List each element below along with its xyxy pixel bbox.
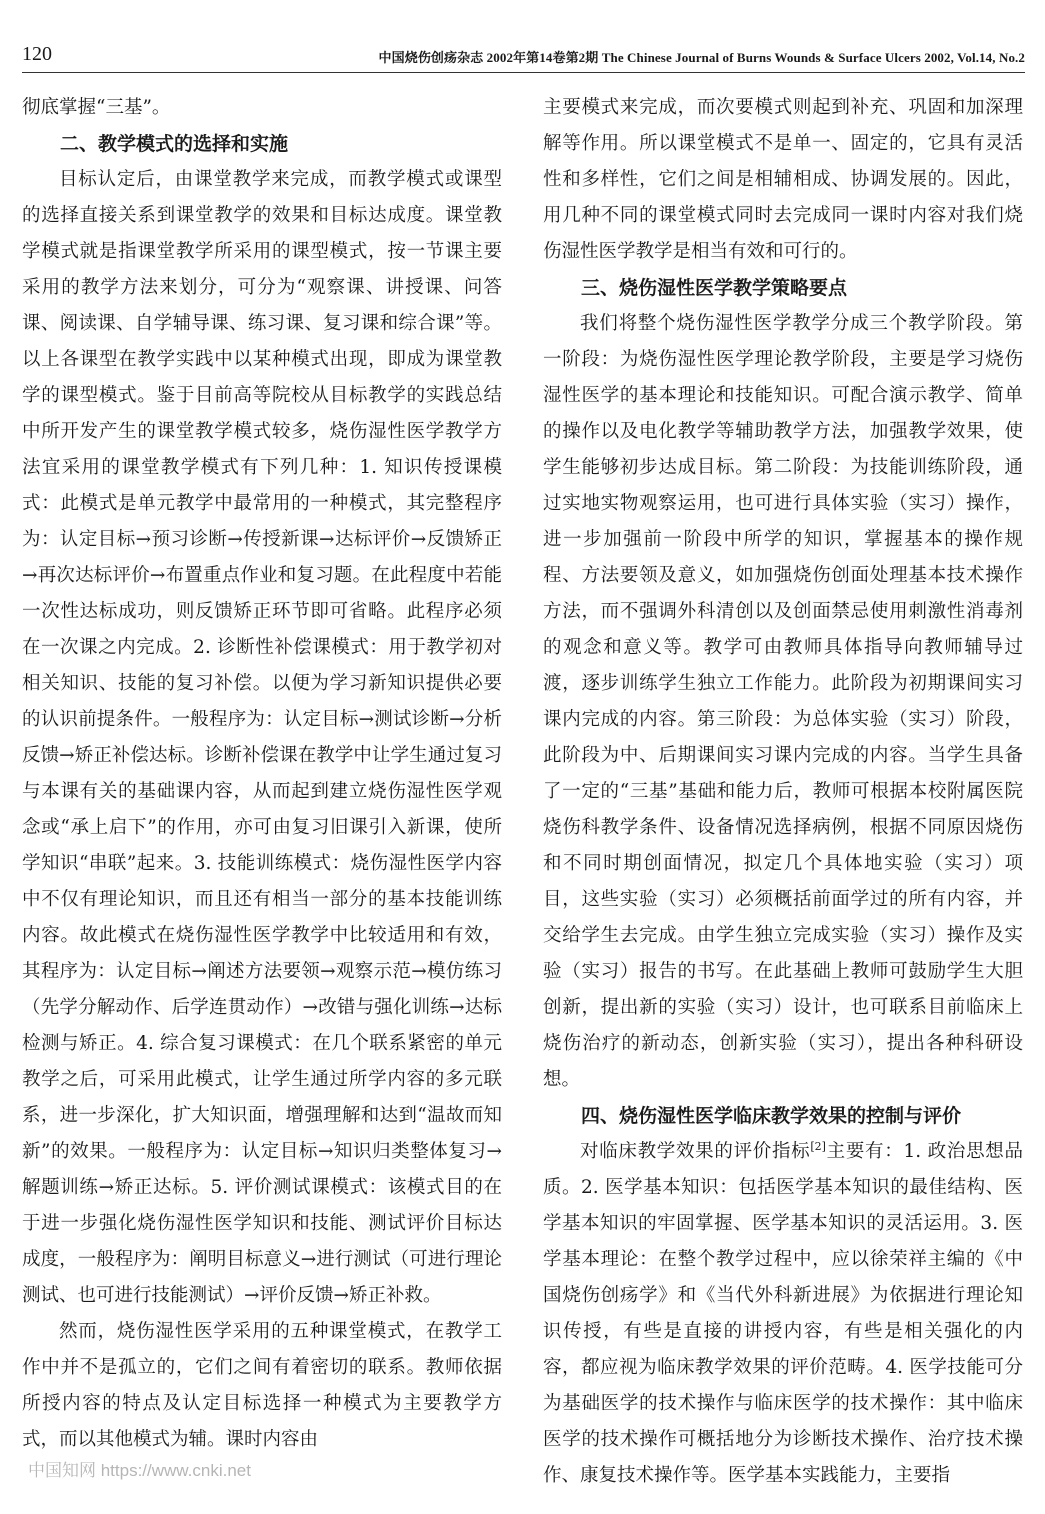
section-heading: 二、教学模式的选择和实施 [60,133,289,155]
left-column [22,90,502,1458]
page-number: 120 [22,43,52,65]
section-heading: 三、烧伤湿性医学教学策略要点 [581,277,848,299]
running-header [22,38,1025,73]
reference-marker[interactable]: [2] [810,1139,826,1153]
paragraph: 然而，烧伤湿性医学采用的五种课堂模式，在教学工作中并不是孤立的，它们之间有着密切的联系。教师依据所授内容的特点及认定目标选择一种模式为主要教学方式，而以其他模式为辅。课时内容由 [22,1321,502,1450]
section-heading: 四、烧伤湿性医学临床教学效果的控制与评价 [581,1105,962,1127]
paragraph: 彻底掌握“三基”。 [22,97,171,118]
paragraph: 我们将整个烧伤湿性医学教学分成三个教学阶段。第一阶段：为烧伤湿性医学理论教学阶段，主要是学习烧伤湿性医学的基本理论和技能知识。可配合演示教学、简单的操作以及电化教学等辅助教学方法，加强教学效果，使学生能够初步达成目标。第二阶段：为技能训练阶段，通过实地实物观察运用，也可进行具体实验（实习）操作，进一步加强前一阶段中所学的知识，掌握基本的操作规程、方法要领及意义，如加强烧伤创面处理基本技术操作方法，而不强调外科清创以及创面禁忌使用刺激性消毒剂的观念和意义等。教学可由教师具体指导向教师辅导过渡，逐步训练学生独立工作能力。此阶段为初期课间实习课内完成的内容。第三阶段：为总体实验（实习）阶段，此阶段为中、后期课间实习课内完成的内容。当学生具备了一定的“三基”基础和能力后，教师可根据本校附属医院烧伤科教学条件、设备情况选择病例，根据不同原因烧伤和不同时期创面情况，拟定几个具体地实验（实习）项目，这些实验（实习）必须概括前面学过的所有内容，并交给学生去完成。由学生独立完成实验（实习）操作及实验（实习）报告的书写。在此基础上教师可鼓励学生大胆创新，提出新的实验（实习）设计，也可联系目前临床上烧伤治疗的新动态，创新实验（实习），提出各种科研设想。 [543,313,1023,1090]
paragraph: 主要模式来完成，而次要模式则起到补充、巩固和加深理解等作用。所以课堂模式不是单一、固定的，它具有灵活性和多样性，它们之间是相辅相成、协调发展的。因此，用几种不同的课堂模式同时去完成同一课时内容对我们烧伤湿性医学教学是相当有效和可行的。 [543,97,1023,262]
paragraph: 目标认定后，由课堂教学来完成，而教学模式或课型的选择直接关系到课堂教学的效果和目标达成度。课堂教学模式就是指课堂教学所采用的课型模式，按一节课主要采用的教学方法来划分，可分为“观察课、讲授课、问答课、阅读课、自学辅导课、练习课、复习课和综合课”等。以上各课型在教学实践中以某种模式出现，即成为课堂教学的课型模式。鉴于目前高等院校从目标教学的实践总结中所开发产生的课堂教学模式较多，烧伤湿性医学教学方法宜采用的课堂教学模式有下列几种：1. 知识传授课模式：此模式是单元教学中最常用的一种模式，其完整程序为：认定目标→预习诊断→传授新课→达标评价→反馈矫正→再次达标评价→布置重点作业和复习题。在此程度中若能一次性达标成功，则反馈矫正环节即可省略。此程序必须在一次课之内完成。2. 诊断性补偿课模式：用于教学初对相关知识、技能的复习补偿。以便为学习新知识提供必要的认识前提条件。一般程序为：认定目标→测试诊断→分析反馈→矫正补偿达标。诊断补偿课在教学中让学生通过复习与本课有关的基础课内容，从而起到建立烧伤湿性医学观念或“承上启下”的作用，亦可由复习旧课引入新课，使所学知识“串联”起来。3. 技能训练模式：烧伤湿性医学内容中不仅有理论知识，而且还有相当一部分的基本技能训练内容。故此模式在烧伤湿性医学教学中比较适用和有效，其程序为：认定目标→阐述方法要领→观察示范→模仿练习（先学分解动作、后学连贯动作）→改错与强化训练→达标检测与矫正。4. 综合复习课模式：在几个联系紧密的单元教学之后，可采用此模式，让学生通过所学内容的多元联系，进一步深化，扩大知识面，增强理解和达到“温故而知新”的效果。一般程序为：认定目标→知识归类整体复习→解题训练→矫正达标。5. 评价测试课模式：该模式目的在于进一步强化烧伤湿性医学知识和技能、测试评价目标达成度，一般程序为：阐明目标意义→进行测试（可进行理论测试、也可进行技能测试）→评价反馈→矫正补救。 [22,169,502,1306]
right-column [543,90,1023,1494]
journal-running-head: 中国烧伤创疡杂志 2002年第14卷第2期 The Chinese Journal of Burns Wounds & Surface Ulcers 2002, Vol.14, No.2 [378,50,1025,65]
paragraph-text: 对临床教学效果的评价指标 [580,1141,811,1162]
paragraph [543,1134,1023,1494]
cnki-watermark: 中国知网 https://www.cnki.net [28,1461,251,1480]
paragraph-text: 主要有：1. 政治思想品质。2. 医学基本知识：包括医学基本知识的最佳结构、医学基本知识的牢固掌握、医学基本知识的灵活运用。3. 医学基本理论：在整个教学过程中，应以徐荣祥主编的《中国烧伤创疡学》和《当代外科新进展》为依据进行理论知识传授，有些是直接的讲授内容，有些是相关强化的内容，都应视为临床教学效果的评价范畴。4. 医学技能可分为基础医学的技术操作与临床医学的技术操作：其中临床医学的技术操作可概括地分为诊断技术操作、治疗技术操作、康复技术操作等。医学基本实践能力，主要指 [543,1141,1023,1486]
